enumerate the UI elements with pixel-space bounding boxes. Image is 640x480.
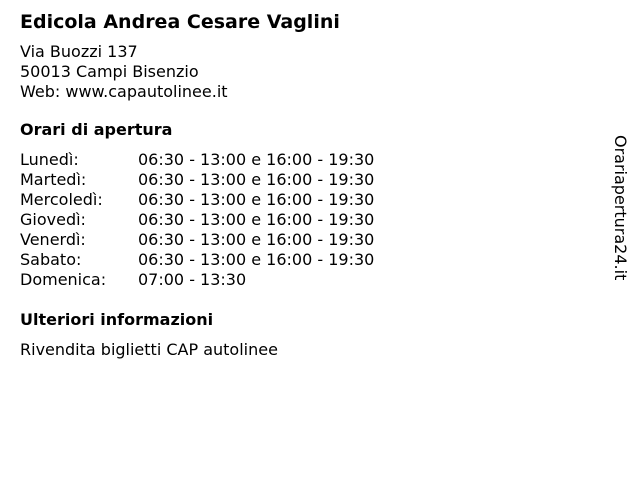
hours-row-saturday: [20, 250, 600, 270]
hours-row-thursday: [20, 210, 600, 230]
store-card: [20, 8, 600, 360]
time-range: 06:30 - 13:00 e 16:00 - 19:30: [138, 210, 375, 229]
day-label: Mercoledì:: [20, 190, 103, 209]
day-label: Martedì:: [20, 170, 87, 189]
store-address: [20, 42, 600, 102]
website-label: Web:: [20, 82, 61, 101]
info-heading: Ulteriori informazioni: [20, 310, 214, 329]
hours-heading: Orari di apertura: [20, 120, 173, 139]
website-link[interactable]: www.capautolinee.it: [65, 82, 228, 101]
day-label: Domenica:: [20, 270, 107, 289]
time-range: 06:30 - 13:00 e 16:00 - 19:30: [138, 150, 375, 169]
time-range: 07:00 - 13:30: [138, 270, 247, 289]
opening-hours-table: [20, 150, 600, 290]
time-range: 06:30 - 13:00 e 16:00 - 19:30: [138, 230, 375, 249]
time-range: 06:30 - 13:00 e 16:00 - 19:30: [138, 170, 375, 189]
time-range: 06:30 - 13:00 e 16:00 - 19:30: [138, 250, 375, 269]
hours-row-friday: [20, 230, 600, 250]
hours-row-tuesday: [20, 170, 600, 190]
hours-row-sunday: [20, 270, 600, 290]
hours-row-wednesday: [20, 190, 600, 210]
address-city: 50013 Campi Bisenzio: [20, 62, 199, 81]
website-line: [20, 82, 600, 102]
address-street: Via Buozzi 137: [20, 42, 138, 61]
brand-watermark: Orariapertura24.it: [611, 135, 630, 281]
hours-row-monday: [20, 150, 600, 170]
time-range: 06:30 - 13:00 e 16:00 - 19:30: [138, 190, 375, 209]
day-label: Venerdì:: [20, 230, 86, 249]
day-label: Lunedì:: [20, 150, 79, 169]
day-label: Giovedì:: [20, 210, 86, 229]
info-text: Rivendita biglietti CAP autolinee: [20, 340, 278, 359]
store-name: Edicola Andrea Cesare Vaglini: [20, 11, 340, 33]
day-label: Sabato:: [20, 250, 82, 269]
